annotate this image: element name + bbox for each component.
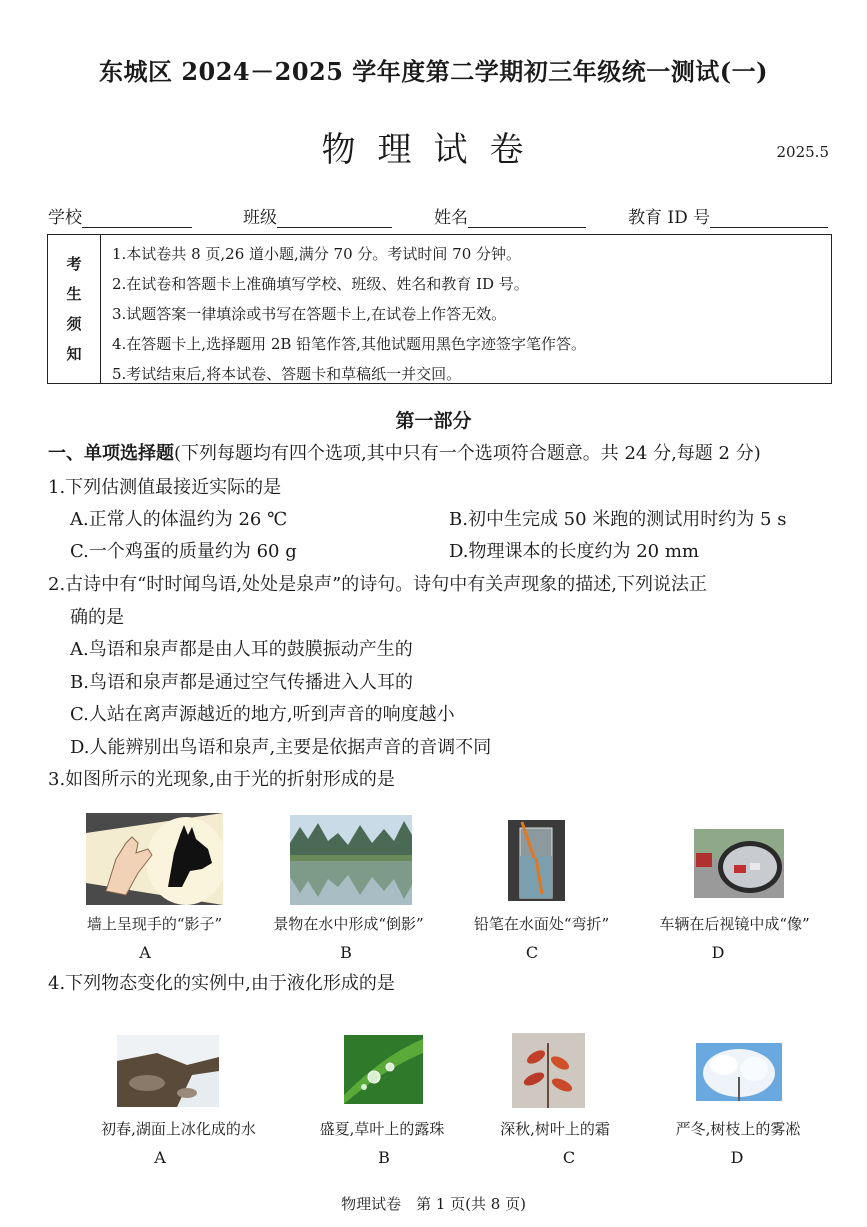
exam-date: 2025.5 xyxy=(776,143,829,161)
q4-stem: 4.下列物态变化的实例中,由于液化形成的是 xyxy=(48,973,395,994)
notice-item: 5.考试结束后,将本试卷、答题卡和草稿纸一并交回。 xyxy=(112,365,462,383)
notice-item: 2.在试卷和答题卡上准确填写学校、班级、姓名和教育 ID 号。 xyxy=(112,275,529,293)
notice-item: 4.在答题卡上,选择题用 2B 铅笔作答,其他试题用黑色字迹签字笔作答。 xyxy=(112,335,586,353)
school-blank xyxy=(82,209,192,228)
notice-items xyxy=(112,239,586,389)
hand-shadow-image xyxy=(86,813,223,905)
dew-drops-image xyxy=(344,1035,423,1104)
name-label: 姓名 xyxy=(434,208,468,228)
reflection-image xyxy=(290,815,412,905)
q2-option-a: A.鸟语和泉声都是由人耳的鼓膜振动产生的 xyxy=(70,639,413,660)
page-footer: 物理试卷 第 1 页(共 8 页) xyxy=(341,1195,526,1213)
class-blank xyxy=(277,209,392,228)
edu-id-label: 教育 ID 号 xyxy=(628,208,711,228)
q1-option-b: B.初中生完成 50 米跑的测试用时约为 5 s xyxy=(449,509,787,530)
q3-letter-b: B xyxy=(340,943,352,962)
class-label: 班级 xyxy=(243,208,277,228)
q3-stem: 3.如图所示的光现象,由于光的折射形成的是 xyxy=(48,769,395,790)
q1-stem: 1.下列估测值最接近实际的是 xyxy=(48,477,282,498)
q3-letter-d: D xyxy=(711,943,725,962)
q2-stem-line1: 2.古诗中有“时时闻鸟语,处处是泉声”的诗句。诗句中有关声现象的描述,下列说法正 xyxy=(48,574,708,595)
name-blank xyxy=(468,209,586,228)
q4-letter-b: B xyxy=(378,1148,390,1167)
q1-option-a: A.正常人的体温约为 26 ℃ xyxy=(70,509,288,530)
q2-option-c: C.人站在离声源越近的地方,听到声音的响度越小 xyxy=(70,704,455,725)
school-field xyxy=(48,203,192,228)
edu-id-field xyxy=(628,203,828,228)
q2-option-b: B.鸟语和泉声都是通过空气传播进入人耳的 xyxy=(70,672,413,693)
q4-caption-d: 严冬,树枝上的雾凇 xyxy=(675,1120,801,1138)
notice-heading: 考 生 须 知 xyxy=(48,235,101,383)
q2-option-d: D.人能辨别出鸟语和泉声,主要是依据声音的音调不同 xyxy=(70,737,492,758)
rime-tree-image xyxy=(696,1043,782,1101)
part-heading: 一、单项选择题(下列每题均有四个选项,其中只有一个选项符合题意。共 24 分,每题 2 分) xyxy=(48,443,761,464)
subject-title: 物理试卷 xyxy=(321,130,546,170)
q3-letter-a: A xyxy=(139,943,151,962)
q4-caption-c: 深秋,树叶上的霜 xyxy=(500,1120,610,1138)
class-field xyxy=(243,203,392,228)
exam-title: 东城区 2024－2025 学年度第二学期初三年级统一测试(一) xyxy=(98,57,768,86)
q4-letter-a: A xyxy=(154,1148,166,1167)
notice-item: 3.试题答案一律填涂或书写在答题卡上,在试卷上作答无效。 xyxy=(112,305,507,323)
name-field xyxy=(434,203,586,228)
edu-id-blank xyxy=(710,209,828,228)
q2-stem-line2: 确的是 xyxy=(70,607,124,628)
q4-letter-c: C xyxy=(562,1148,576,1167)
bent-pencil-image xyxy=(508,820,565,901)
section-title: 第一部分 xyxy=(395,410,472,432)
q4-caption-a: 初春,湖面上冰化成的水 xyxy=(101,1120,256,1138)
q1-option-d: D.物理课本的长度约为 20 mm xyxy=(449,541,699,562)
melting-ice-image xyxy=(117,1035,219,1107)
q3-letter-c: C xyxy=(525,943,539,962)
q4-caption-b: 盛夏,草叶上的露珠 xyxy=(319,1120,445,1138)
notice-item: 1.本试卷共 8 页,26 道小题,满分 70 分。考试时间 70 分钟。 xyxy=(112,245,522,263)
q3-caption-b: 景物在水中形成“倒影” xyxy=(273,915,424,933)
rearview-mirror-image xyxy=(694,829,784,898)
school-label: 学校 xyxy=(48,208,82,228)
q3-caption-c: 铅笔在水面处“弯折” xyxy=(473,915,610,933)
q1-option-c: C.一个鸡蛋的质量约为 60 g xyxy=(70,541,297,562)
q4-letter-d: D xyxy=(730,1148,744,1167)
exam-notice-box xyxy=(47,234,832,384)
q3-caption-d: 车辆在后视镜中成“像” xyxy=(659,915,810,933)
frost-leaves-image xyxy=(512,1033,585,1108)
q3-caption-a: 墙上呈现手的“影子” xyxy=(86,915,223,933)
